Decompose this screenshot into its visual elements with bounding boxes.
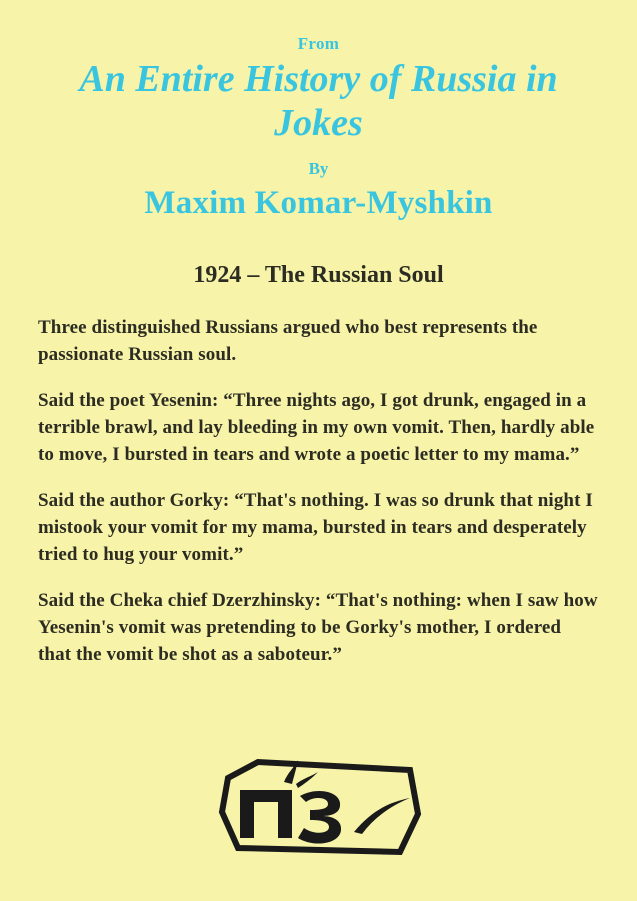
story-paragraph: Said the Cheka chief Dzerzhinsky: “That's nothing: when I saw how Yesenin's vomit was pretending to be Gorky's mother, I ordered that the vomit be shot as a saboteur.” [38, 590, 602, 666]
book-title: An Entire History of Russia in Jokes [79, 58, 558, 144]
story-body [38, 315, 602, 669]
story-title: 1924 – The Russian Soul [193, 262, 444, 289]
author-name: Maxim Komar-Myshkin [144, 185, 493, 222]
story-paragraph: Three distinguished Russians argued who best represents the passionate Russian soul. [38, 317, 543, 366]
story-paragraph: Said the poet Yesenin: “Three nights ago, I got drunk, engaged in a terrible brawl, and lay bleeding in my own vomit. Then, hardly able to move, I bursted in tears and wrote a poetic letter to my mama.” [38, 390, 600, 466]
by-label: By [308, 159, 329, 179]
story-paragraph: Said the author Gorky: “That's nothing. I was so drunk that night I mistook your vomit for my mama, bursted in tears and desperately tried to hug your vomit.” [38, 490, 598, 566]
from-label: From [297, 34, 340, 53]
pz-publisher-logo-icon [214, 750, 424, 865]
publisher-logo [0, 750, 637, 865]
